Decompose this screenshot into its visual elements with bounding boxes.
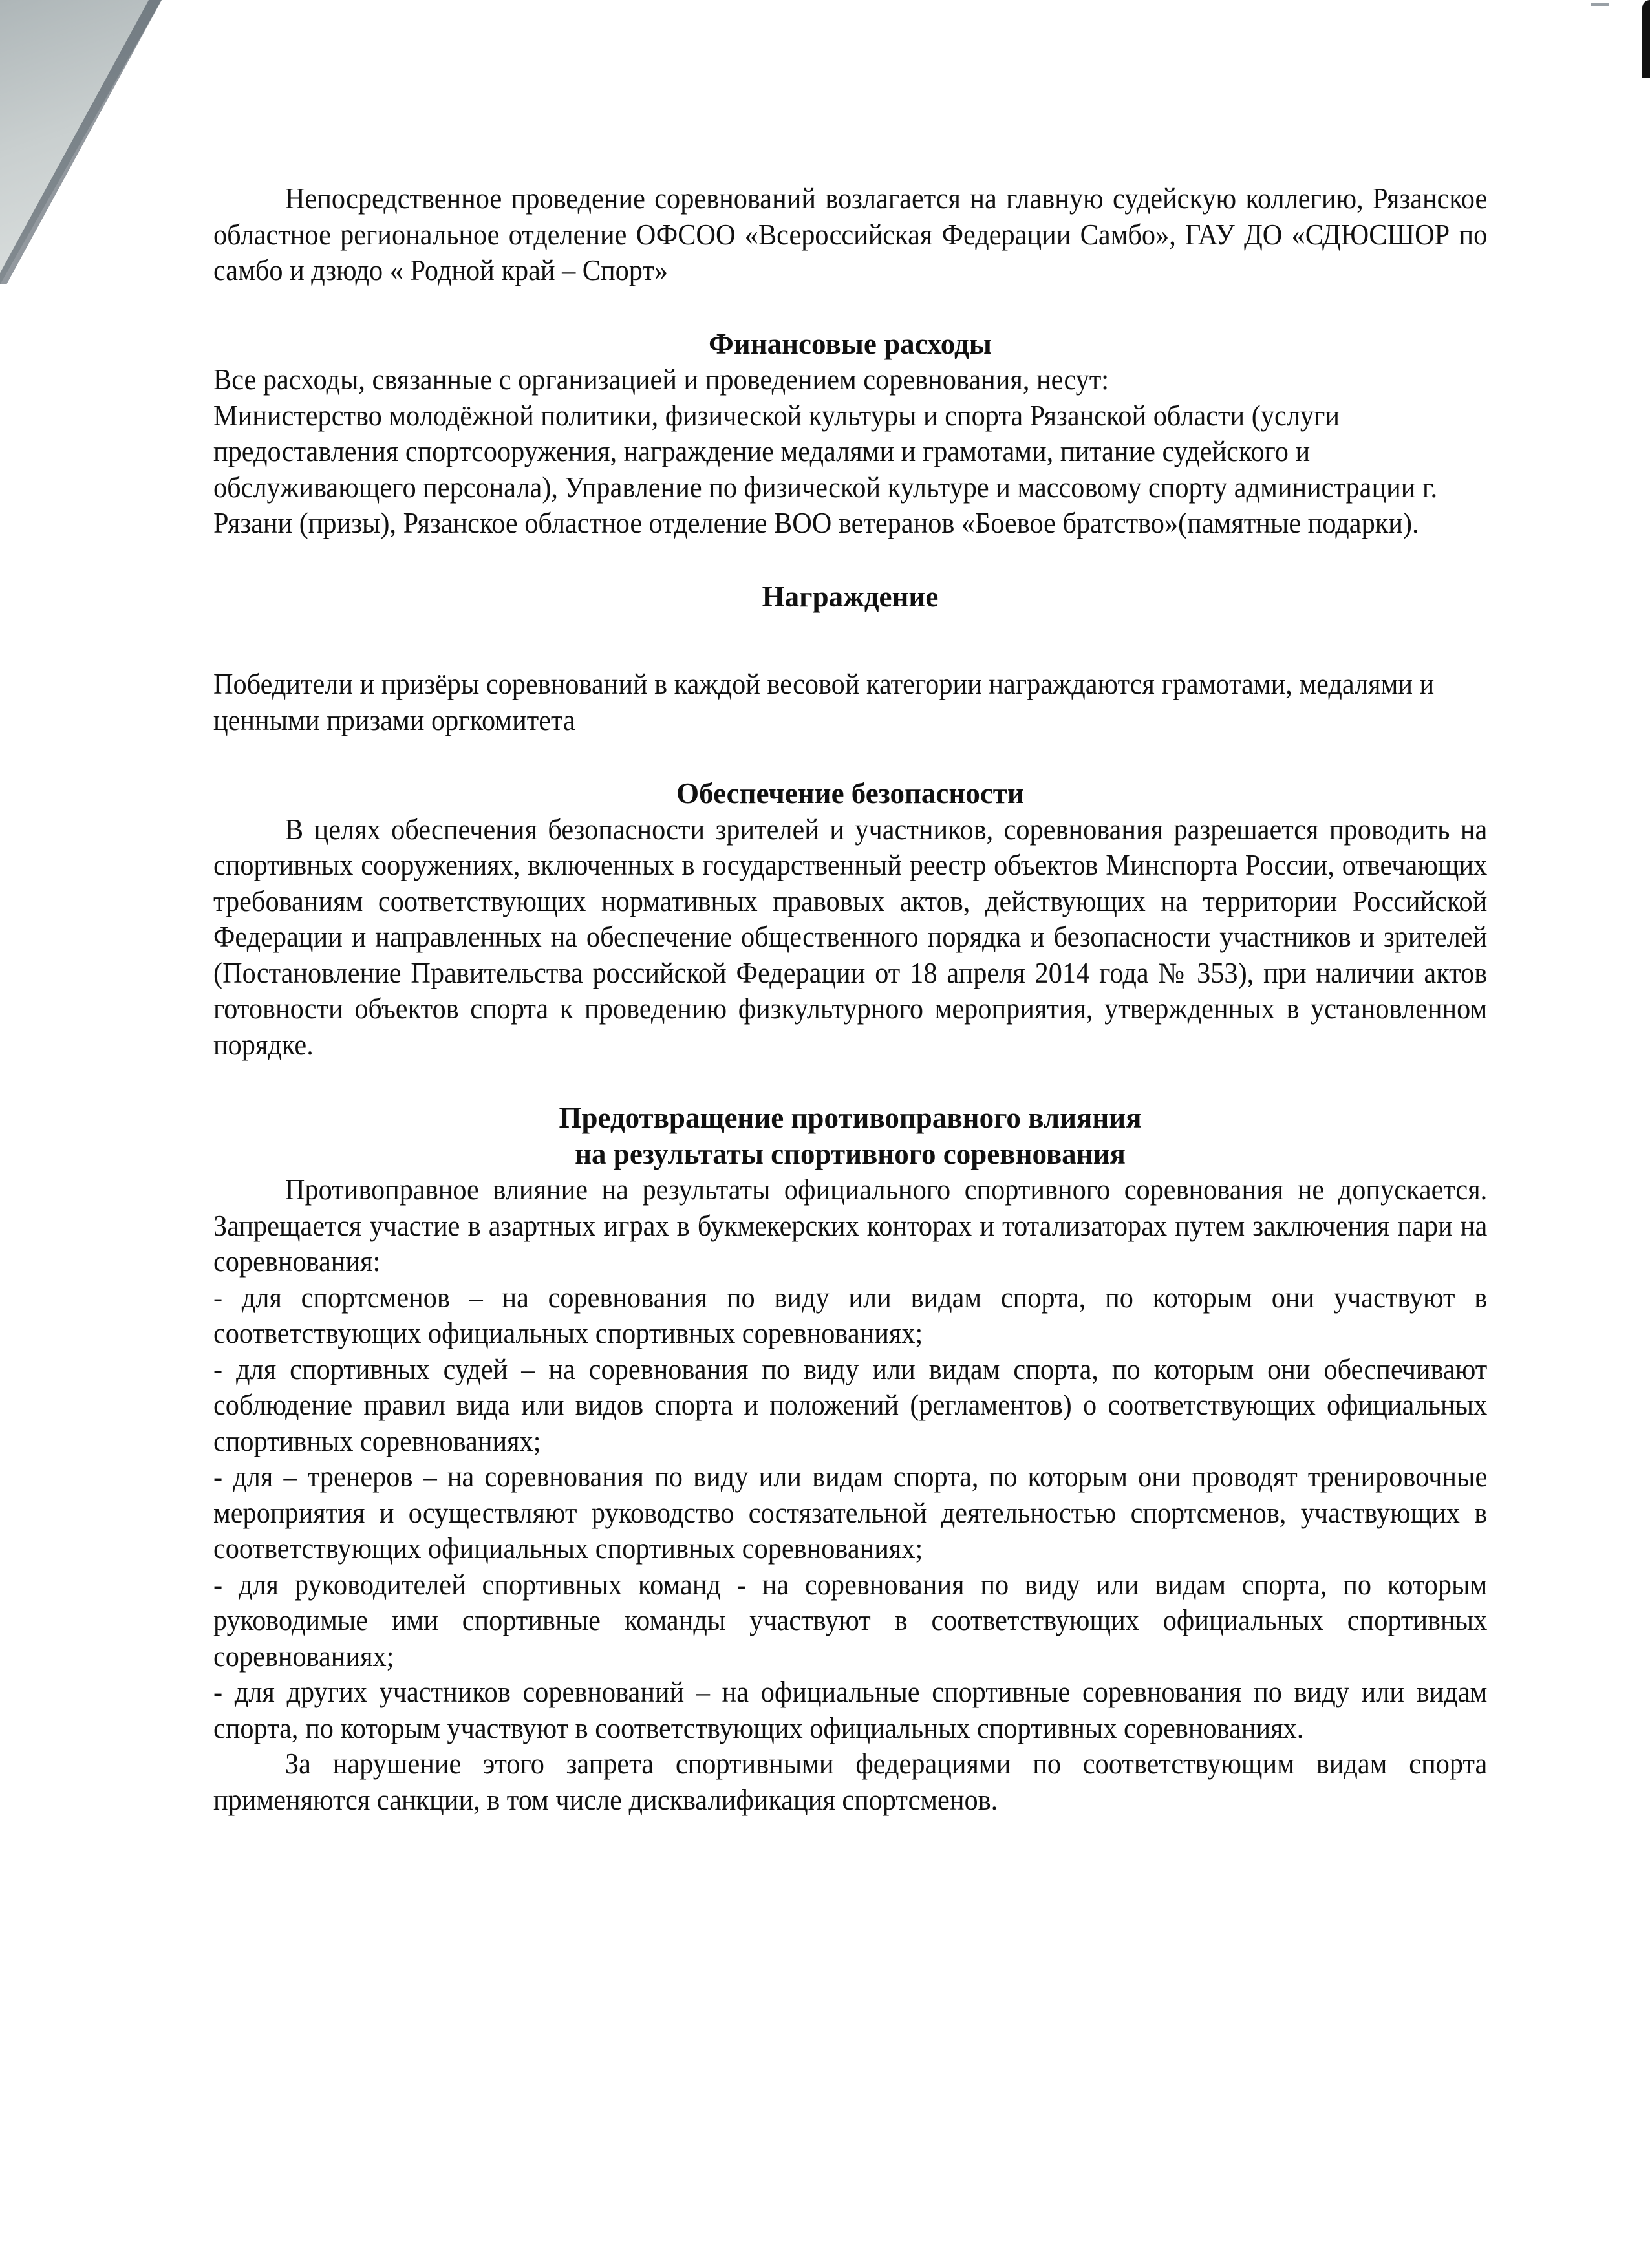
section-title-prevention-line1: Предотвращение противоправного влияния [559,1102,1142,1134]
prevention-item-other-participants: - для других участников соревнований – на официальные спортивные соревнования по виду или видам спорта, по которым участвуют в соответствующих официальных спортивных соревнованиях. [213,1676,1488,1744]
finance-lead: Все расходы, связанные с организацией и проведением соревнования, несут: [213,363,1109,396]
prevention-closing: За нарушение этого запрета спортивными федерациями по соответствующим видам спорта применяются санкции, в том числе дисквалификация спортсменов. [213,1748,1488,1816]
scan-artifact-mark [1591,3,1609,6]
scan-artifact-right-edge [1642,0,1650,78]
intro-paragraph: Непосредственное проведение соревнований возлагается на главную судейскую коллегию, Рязанское областное региональное отделение ОФСОО «Всероссийская Федерации Самбо», ГАУ ДО «СДЮСШОР по самбо и дзюдо « Родной край – Спорт» [213,182,1488,286]
prevention-item-team-leaders: - для руководителей спортивных команд - на соревнования по виду или видам спорта, по которым руководимые ими спортивные команды участвуют в соответствующих официальных спортивных соревнованиях; [213,1568,1488,1673]
document-page [213,181,1487,1818]
section-safety [213,776,1487,1063]
safety-body: В целях обеспечения безопасности зрителей и участников, соревнования разрешается проводить на спортивных сооружениях, включенных в государственный реестр объектов Минспорта России, отвечающих требованиям соответствующих нормативных правовых актов, действующих на территории Российской Федерации и направленных на обеспечение общественного порядка и безопасности участников и зрителей (Постановление Правительства российской Федерации от 18 апреля 2014 года № 353), при наличии актов готовности объектов спорта к проведению физкультурного мероприятия, утвержденных в установленном порядке. [213,813,1488,1061]
section-awards [213,579,1487,739]
section-title-awards: Награждение [762,580,939,613]
finance-body: Министерство молодёжной политики, физической культуры и спорта Рязанской области (услуги предоставления спортсооружения, награждение медалями и грамотами, питание судейского и обслуживающего персонала), Управление по физической культуре и массовому спорту администрации г. Рязани (призы), Рязанское областное отделение ВОО ветеранов «Боевое братство»(памятные подарки). [213,399,1438,539]
section-title-safety: Обеспечение безопасности [676,777,1024,809]
prevention-item-judges: - для спортивных судей – на соревнования по виду или видам спорта, по которым они обеспечивают соблюдение правил вида или видов спорта и положений (регламентов) о соответствующих официальных спортивных соревнованиях; [213,1353,1488,1457]
prevention-item-coaches: - для – тренеров – на соревнования по виду или видам спорта, по которым они проводят тренировочные мероприятия и осуществляют руководство состязательной деятельностью спортсменов, участвующих в соответствующих официальных спортивных соревнованиях; [213,1460,1488,1565]
section-title-prevention-line2: на результаты спортивного соревнования [575,1137,1126,1170]
section-finance [213,326,1487,542]
section-title-finance: Финансовые расходы [709,327,992,360]
section-prevention [213,1100,1487,1818]
prevention-lead: Противоправное влияние на результаты официального спортивного соревнования не допускается. Запрещается участие в азартных играх в букмекерских конторах и тотализаторах путем заключения пари на соревнования: [213,1173,1488,1278]
prevention-item-athletes: - для спортсменов – на соревнования по виду или видам спорта, по которым они участвуют в соответствующих официальных спортивных соревнованиях; [213,1281,1488,1349]
awards-body: Победители и призёры соревнований в каждой весовой категории награждаются грамотами, медалями и ценными призами оргкомитета [213,668,1435,736]
